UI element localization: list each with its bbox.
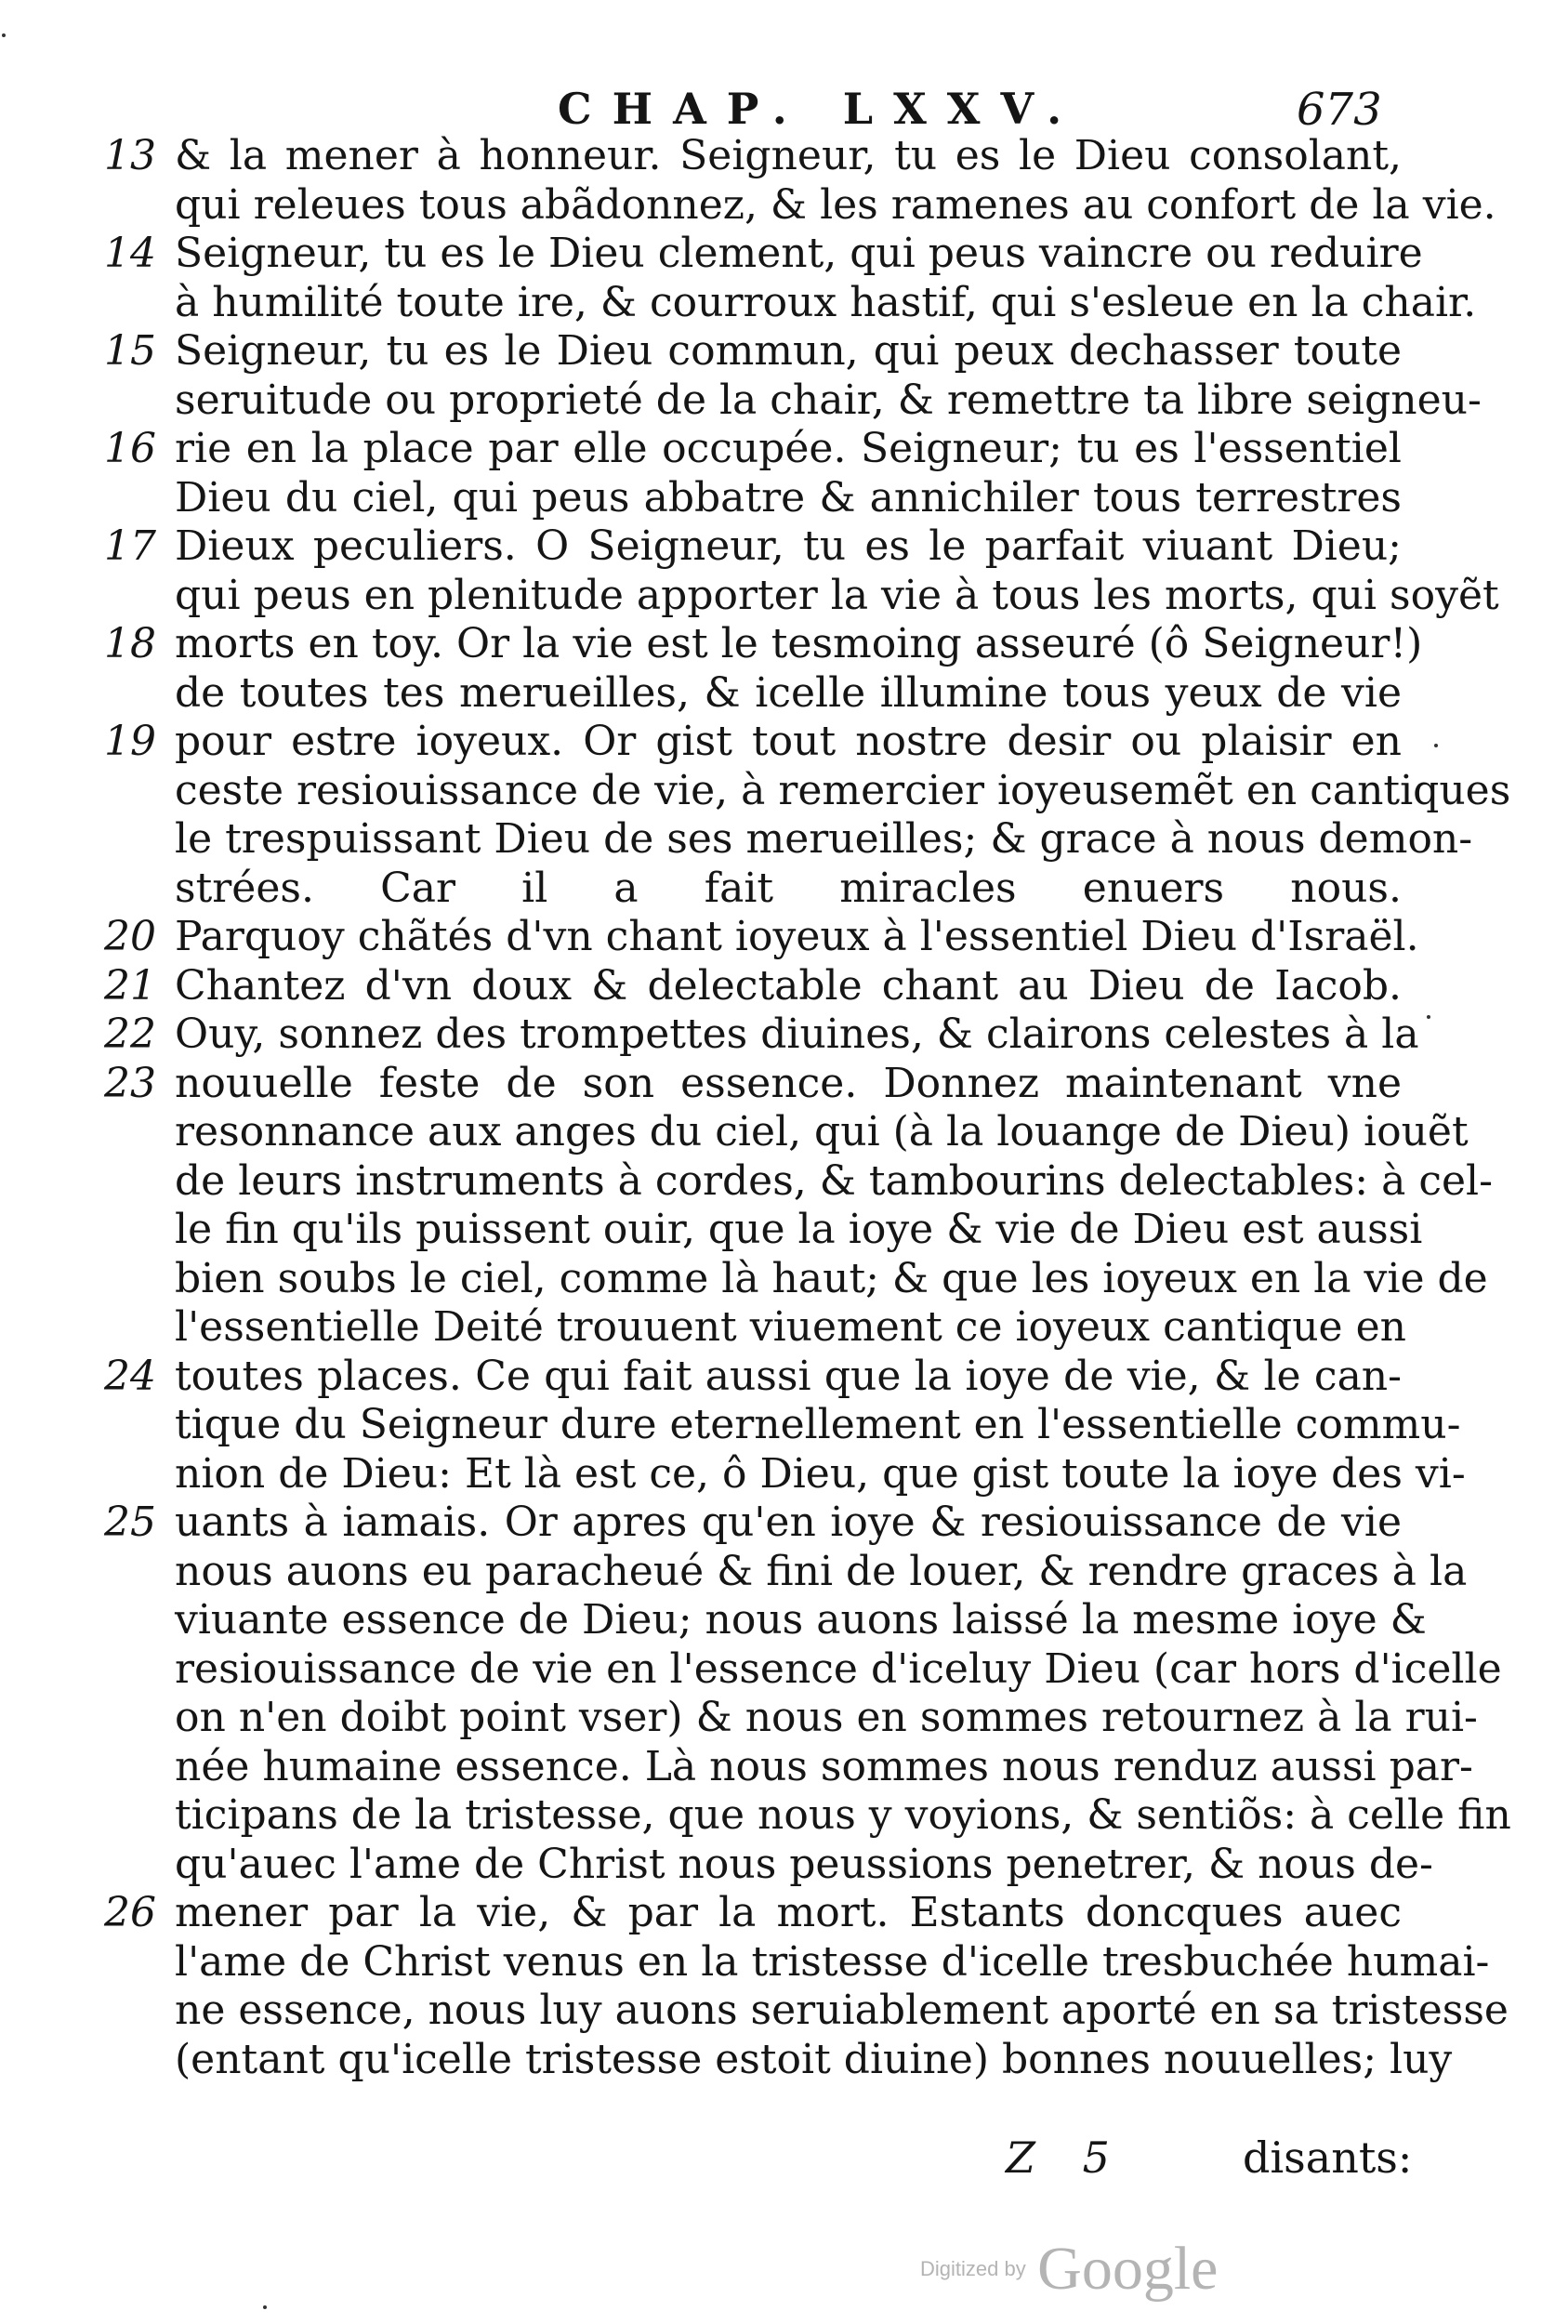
line-text: Parquoy chãtés d'vn chant ioyeux à l'essentiel Dieu d'Israël. <box>175 913 1419 960</box>
verse-number: 20 <box>104 913 156 960</box>
watermark-brand: Google <box>1037 2235 1219 2303</box>
text-line <box>0 1594 1568 1644</box>
text-line <box>0 863 1568 912</box>
text-line <box>0 1887 1568 1936</box>
scan-speck <box>1427 1015 1430 1019</box>
text-line <box>0 228 1568 277</box>
text-line <box>0 1351 1568 1400</box>
line-text: qui releues tous abãdonnez, & les ramenes au confort de la vie. <box>175 180 1496 229</box>
verse-number: 17 <box>104 522 156 570</box>
catchword: disants: <box>1243 2133 1413 2183</box>
line-text: ticipans de la tristesse, que nous y voyions, & sentiõs: à celle fin <box>175 1791 1511 1839</box>
verse-number: 23 <box>104 1059 156 1107</box>
signature-mark: Z 5 <box>1006 2133 1127 2183</box>
line-text: l'essentielle Deité trouuent viuement ce ioyeux cantique en <box>175 1303 1406 1351</box>
line-text: le fin qu'ils puissent ouir, que la ioye & vie de Dieu est aussi <box>175 1206 1423 1253</box>
line-text: tique du Seigneur dure eternellement en l'essentielle commu- <box>175 1401 1461 1448</box>
line-text: qui peus en plenitude apporter la vie à tous les morts, qui soyẽt <box>175 571 1499 619</box>
text-line <box>0 1644 1568 1693</box>
text-line <box>0 1839 1568 1888</box>
line-text: Seigneur, tu es le Dieu clement, qui peus vaincre ou reduire <box>175 230 1423 277</box>
text-line <box>0 1936 1568 1986</box>
text-line <box>0 570 1568 619</box>
text-line <box>0 813 1568 863</box>
line-text: le trespuissant Dieu de ses merueilles; & grace à nous demon- <box>175 815 1473 863</box>
scan-speck <box>263 2305 267 2309</box>
text-line <box>0 1399 1568 1448</box>
line-text: toutes places. Ce qui fait aussi que la ioye de vie, & le can- <box>175 1352 1402 1400</box>
line-text: seruitude ou proprieté de la chair, & remettre ta libre seigneu- <box>175 376 1482 424</box>
verse-number: 13 <box>104 132 156 179</box>
verse-number: 15 <box>104 327 156 375</box>
line-text: bien soubs le ciel, comme là haut; & que les ioyeux en la vie de <box>175 1254 1488 1302</box>
line-text: Chantez d'vn doux & delectable chant au Dieu de Iacob. <box>175 961 1402 1010</box>
line-text: uants à iamais. Or apres qu'en ioye & resiouissance de vie <box>175 1499 1402 1546</box>
line-text: (entant qu'icelle tristesse estoit diuine) bonnes nouuelles; luy <box>175 2035 1453 2083</box>
text-line <box>0 960 1568 1010</box>
verse-number: 16 <box>104 425 156 472</box>
text-line <box>0 423 1568 472</box>
text-line <box>0 325 1568 375</box>
text-line <box>0 1009 1568 1058</box>
scan-speck <box>2 33 6 37</box>
text-line <box>0 277 1568 326</box>
text-line <box>0 1058 1568 1107</box>
text-line <box>0 1448 1568 1498</box>
digitized-watermark <box>920 2234 1218 2304</box>
text-line <box>0 1985 1568 2034</box>
text-line <box>0 1155 1568 1205</box>
text-line <box>0 179 1568 229</box>
scan-speck <box>1434 744 1438 747</box>
line-text: nion de Dieu: Et là est ce, ô Dieu, que gist toute la ioye des vi- <box>175 1449 1466 1498</box>
line-text: l'ame de Christ venus en la tristesse d'icelle tresbuchée humai- <box>175 1937 1490 1986</box>
text-line <box>0 1497 1568 1546</box>
verse-number: 25 <box>104 1499 156 1546</box>
line-text: Dieu du ciel, qui peus abbatre & annichiler tous terrestres <box>175 473 1402 522</box>
line-text: & la mener à honneur. Seigneur, tu es le Dieu consolant, <box>175 132 1402 179</box>
line-text: ceste resiouissance de vie, à remercier ioyeusemẽt en cantiques <box>175 766 1511 814</box>
line-text: rie en la place par elle occupée. Seigneur; tu es l'essentiel <box>175 425 1402 472</box>
text-line <box>0 765 1568 814</box>
line-text: pour estre ioyeux. Or gist tout nostre desir ou plaisir en <box>175 718 1402 765</box>
page-number: 673 <box>1297 84 1382 136</box>
text-line <box>0 1204 1568 1253</box>
text-line <box>0 472 1568 522</box>
line-text: Seigneur, tu es le Dieu commun, qui peux dechasser toute <box>175 327 1402 375</box>
verse-number: 24 <box>104 1352 156 1400</box>
verse-number: 18 <box>104 620 156 667</box>
line-text: qu'auec l'ame de Christ nous peussions penetrer, & nous de- <box>175 1840 1433 1888</box>
line-text: resonnance aux anges du ciel, qui (à la louange de Dieu) iouẽt <box>175 1108 1469 1155</box>
text-line <box>0 375 1568 424</box>
text-line <box>0 1692 1568 1741</box>
text-line <box>0 1546 1568 1595</box>
text-line <box>0 618 1568 667</box>
body-text <box>0 130 1568 2082</box>
verse-number: 21 <box>104 961 156 1010</box>
text-line <box>0 521 1568 570</box>
text-line <box>0 130 1568 179</box>
line-text: mener par la vie, & par la mort. Estants doncques auec <box>175 1889 1402 1936</box>
text-line <box>0 1741 1568 1790</box>
text-line <box>0 1106 1568 1155</box>
line-text: nous auons eu paracheué & fini de louer, & rendre graces à la <box>175 1547 1468 1595</box>
verse-number: 19 <box>104 718 156 765</box>
text-line <box>0 911 1568 960</box>
text-line <box>0 716 1568 765</box>
line-text: strées. Car il a fait miracles enuers nous. <box>175 864 1402 912</box>
line-text: resiouissance de vie en l'essence d'iceluy Dieu (car hors d'icelle <box>175 1644 1502 1693</box>
line-text: Ouy, sonnez des trompettes diuines, & clairons celestes à la <box>175 1010 1419 1058</box>
line-text: à humilité toute ire, & courroux hastif, qui s'esleue en la chair. <box>175 278 1477 326</box>
line-text: de leurs instruments à cordes, & tambourins delectables: à cel- <box>175 1156 1493 1205</box>
watermark-prefix: Digitized by <box>920 2257 1026 2280</box>
line-text: viuante essence de Dieu; nous auons laissé la mesme ioye & <box>175 1596 1427 1644</box>
text-line <box>0 667 1568 717</box>
text-line <box>0 2034 1568 2083</box>
line-text: on n'en doibt point vser) & nous en sommes retournez à la rui- <box>175 1694 1478 1741</box>
verse-number: 26 <box>104 1889 156 1936</box>
line-text: nouuelle feste de son essence. Donnez maintenant vne <box>175 1059 1402 1107</box>
line-text: Dieux peculiers. O Seigneur, tu es le parfait viuant Dieu; <box>175 522 1402 570</box>
running-head: CHAP. LXXV. <box>558 84 1083 134</box>
text-line <box>0 1301 1568 1351</box>
verse-number: 14 <box>104 230 156 277</box>
line-text: née humaine essence. Là nous sommes nous renduz aussi par- <box>175 1742 1473 1790</box>
line-text: ne essence, nous luy auons seruiablement aporté en sa tristesse <box>175 1987 1509 2034</box>
verse-number: 22 <box>104 1010 156 1058</box>
line-text: de toutes tes merueilles, & icelle illumine tous yeux de vie <box>175 668 1402 717</box>
text-line <box>0 1253 1568 1302</box>
text-line <box>0 1789 1568 1839</box>
line-text: morts en toy. Or la vie est le tesmoing asseuré (ô Seigneur!) <box>175 620 1423 667</box>
